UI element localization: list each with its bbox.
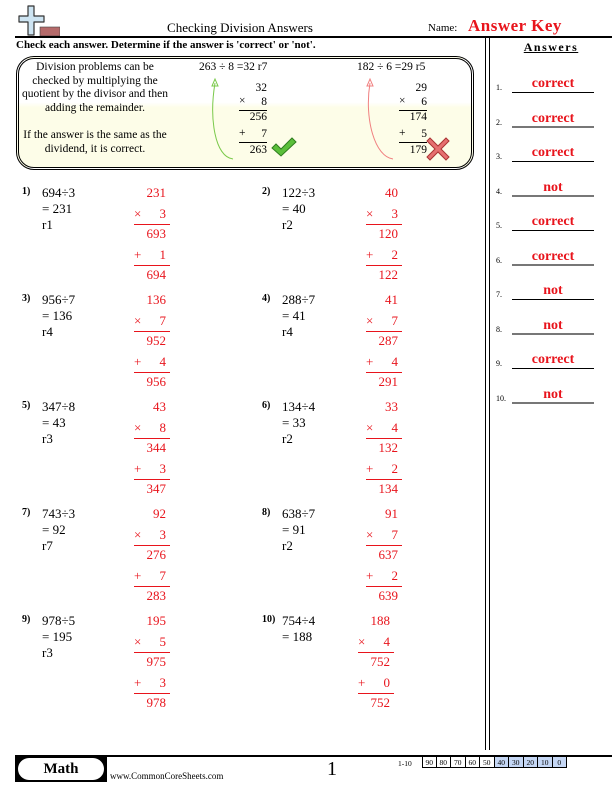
score-cell: 60 [466,756,481,768]
times-sign: × [239,95,246,107]
problem-number: 10) [262,614,276,625]
explanation-line: If the answer is the same as the [23,129,167,141]
times-sign: × [134,313,142,328]
work-total: 283 [146,588,166,603]
rule [366,479,402,480]
example-remainder: 5 [421,128,427,140]
answer-row [496,384,606,404]
work-quotient: 136 [146,292,166,307]
plus-sign: + [358,675,366,690]
rule [134,224,170,225]
score-cell: 20 [524,756,539,768]
answer-number: 1. [496,83,502,92]
cross-icon [426,137,450,161]
work-quotient: 188 [370,613,390,628]
rule [134,372,170,373]
explanation-line: dividend, it is correct. [44,142,146,155]
work-product: 952 [146,333,166,348]
answer-number: 3. [496,152,502,161]
answer-row [496,73,606,93]
answer-field[interactable]: correct [531,214,575,229]
rule [134,479,170,480]
work-remainder: 4 [391,354,398,369]
work-quotient: 41 [385,292,398,307]
rule [134,693,170,694]
work-divisor: 8 [159,420,166,435]
answer-row [496,142,606,162]
times-sign: × [366,313,374,328]
rule [366,438,402,439]
check-work [366,292,406,392]
problem-number: 6) [262,400,271,411]
problem-equation: 743÷3 = 92 r7 [42,506,76,553]
work-remainder: 2 [391,568,398,583]
work-total: 978 [146,695,166,710]
work-divisor: 3 [391,206,398,221]
worksheet-title: Checking Division Answers [167,20,313,35]
problem-equation: 347÷8 = 43 r3 [42,399,76,446]
problem-number: 1) [22,186,31,197]
work-divisor: 3 [159,206,166,221]
answer-number: 10. [496,393,506,403]
work-total: 694 [146,267,166,282]
work-divisor: 5 [159,634,166,649]
work-remainder: 4 [159,354,166,369]
work-divisor: 3 [159,527,166,542]
work-product: 276 [146,547,166,562]
work-product: 975 [146,654,166,669]
check-work [134,613,174,713]
example-total: 179 [409,144,427,156]
check-work [366,399,406,499]
score-cell: 40 [495,756,510,768]
answer-row [496,349,606,369]
check-work [366,185,406,285]
website-link[interactable]: www.CommonCoreSheets.com [110,771,224,781]
plus-sign: + [134,675,142,690]
problem-equation: 694÷3 = 231 r1 [42,185,76,232]
times-sign: × [134,206,142,221]
answer-row [496,280,606,300]
rule [366,545,402,546]
plus-sign: + [134,461,142,476]
rule [134,265,170,266]
answer-number: 6. [496,255,502,265]
times-sign: × [399,95,406,107]
problem-equation: 754÷4 = 188 [282,613,316,644]
rule [366,265,402,266]
plus-sign: + [366,354,374,369]
plus-sign: + [399,127,406,139]
work-remainder: 1 [159,247,166,262]
example-equation: 182 ÷ 6 =29 r5 [357,61,426,73]
work-remainder: 3 [159,675,166,690]
answer-row [496,177,606,197]
work-remainder: 0 [383,675,390,690]
problem-equation: 978÷5 = 195 r3 [42,613,76,660]
answer-row [496,246,606,266]
problem-equation: 288÷7 = 41 r4 [282,292,316,339]
instructions: Check each answer. Determine if the answer is 'correct' or 'not'. [16,39,316,51]
times-sign: × [366,206,374,221]
work-quotient: 92 [153,506,166,521]
check-work [366,506,406,606]
work-total: 639 [378,588,398,603]
work-remainder: 7 [159,568,166,583]
plus-sign: + [366,568,374,583]
work-remainder: 2 [391,247,398,262]
rule [134,586,170,587]
problem-number: 8) [262,507,271,518]
plus-sign: + [366,247,374,262]
rule [358,693,394,694]
math-plus-logo-icon [18,5,60,37]
score-cell: 30 [509,756,524,768]
work-quotient: 231 [146,185,166,200]
subject-badge: Math [18,758,104,780]
problem-number: 4) [262,293,271,304]
work-divisor: 7 [391,313,398,328]
problem-equation: 638÷7 = 91 r2 [282,506,316,553]
answer-number: 7. [496,290,502,299]
work-quotient: 91 [385,506,398,521]
score-cell: 50 [480,756,495,768]
explanation-line: quotient by the divisor and then [22,88,168,100]
problem-number: 7) [22,507,31,518]
times-sign: × [134,527,142,542]
score-cell: 10 [538,756,553,768]
work-total: 134 [378,481,398,496]
answer-number: 2. [496,117,502,127]
answer-number: 5. [496,221,502,230]
rule [134,652,170,653]
plus-sign: + [366,461,374,476]
work-divisor: 7 [391,527,398,542]
rule [134,331,170,332]
example-box [16,56,474,170]
plus-sign: + [239,127,246,139]
checkmark-icon [270,136,298,158]
score-cell: 70 [451,756,466,768]
times-sign: × [366,527,374,542]
check-work [358,613,398,713]
answers-title: Answers [523,40,579,54]
work-quotient: 33 [385,399,398,414]
work-product: 693 [146,226,166,241]
score-range-label: 1-10 [398,759,412,768]
times-sign: × [366,420,374,435]
score-cell: 90 [422,756,437,768]
example-remainder: 7 [261,128,267,140]
score-cell: 0 [553,756,568,768]
rule [134,438,170,439]
answer-field[interactable]: not [543,283,563,298]
check-work [134,185,174,285]
answer-field[interactable]: correct [531,352,575,367]
answer-field[interactable]: correct [531,110,575,126]
work-divisor: 4 [383,634,390,649]
work-product: 287 [378,333,398,348]
answer-column-divider [489,38,490,750]
answer-number: 8. [496,324,502,334]
work-product: 752 [370,654,390,669]
answer-row [496,108,606,128]
work-total: 347 [146,481,166,496]
answer-field[interactable]: correct [531,76,575,91]
score-cell: 80 [437,756,452,768]
work-remainder: 2 [391,461,398,476]
problem-equation: 956÷7 = 136 r4 [42,292,76,339]
rule [366,331,402,332]
problem-equation: 134÷4 = 33 r2 [282,399,316,446]
work-divisor: 4 [391,420,398,435]
answer-row [496,211,606,231]
plus-sign: + [134,354,142,369]
example-divisor: 6 [421,96,427,108]
rule [134,545,170,546]
plus-sign: + [134,568,142,583]
rule [366,372,402,373]
answer-key-label: Answer Key [468,16,562,35]
problem-equation: 122÷3 = 40 r2 [282,185,316,232]
answer-row [496,315,606,335]
plus-sign: + [134,247,142,262]
answer-field[interactable]: not [543,386,563,402]
work-total: 956 [146,374,166,389]
example-divisor: 8 [261,96,267,108]
answer-number: 9. [496,359,502,368]
example-product: 174 [409,111,427,123]
work-remainder: 3 [159,461,166,476]
times-sign: × [134,634,142,649]
check-work [134,399,174,499]
explanation-line: adding the remainder. [45,101,145,114]
answer-field[interactable]: correct [531,248,575,264]
answer-field[interactable]: correct [531,145,575,160]
answer-number: 4. [496,186,502,196]
problem-number: 5) [22,400,31,411]
example-total: 263 [249,144,267,156]
times-sign: × [358,634,366,649]
problem-number: 9) [22,614,31,625]
work-product: 637 [378,547,398,562]
work-total: 291 [378,374,398,389]
page-number: 1 [327,758,337,780]
example-quotient: 29 [415,82,427,94]
work-quotient: 195 [146,613,166,628]
answer-field[interactable]: not [543,317,563,333]
answer-column-divider [485,38,486,750]
work-quotient: 40 [385,185,398,200]
times-sign: × [134,420,142,435]
explanation-line: checked by multiplying the [32,74,158,87]
example-equation: 263 ÷ 8 =32 r7 [199,61,268,73]
work-product: 344 [146,440,166,455]
explanation-line: Division problems can be [36,61,154,73]
rule [358,652,394,653]
rule [366,224,402,225]
work-quotient: 43 [153,399,166,414]
header-rule [15,36,612,38]
answer-field[interactable]: not [543,179,563,195]
example-product: 256 [249,111,267,123]
rule [366,586,402,587]
work-divisor: 7 [159,313,166,328]
check-work [134,506,174,606]
work-product: 120 [378,226,398,241]
problem-number: 3) [22,293,31,304]
example-quotient: 32 [255,82,267,94]
problem-number: 2) [262,186,271,197]
work-total: 752 [370,695,390,710]
score-table [422,756,567,768]
work-product: 132 [378,440,398,455]
check-work [134,292,174,392]
name-label: Name: [428,22,458,34]
work-total: 122 [378,267,398,282]
